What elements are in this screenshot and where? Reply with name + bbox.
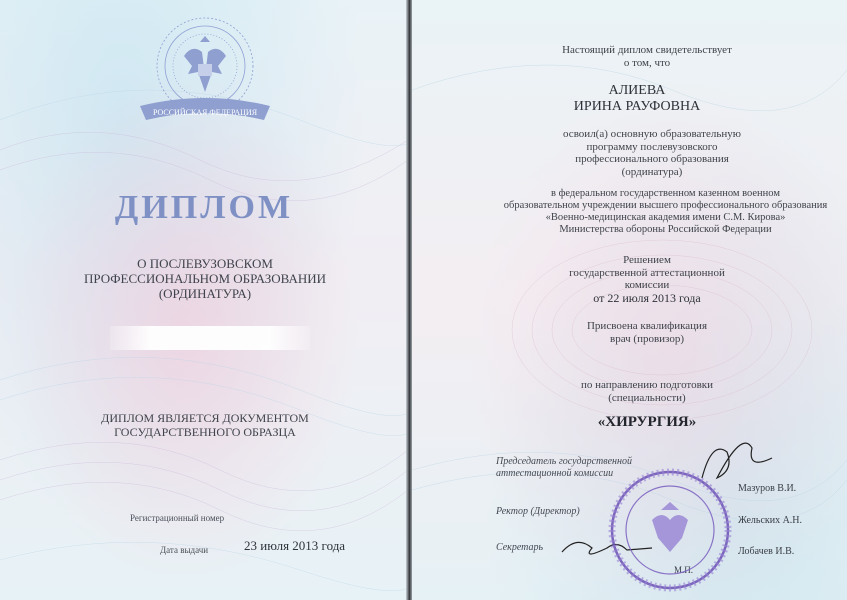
subtitle-line: О ПОСЛЕВУЗОВСКОМ xyxy=(137,256,273,271)
rector-name: Жельских А.Н. xyxy=(738,515,803,526)
state-note-line: ГОСУДАРСТВЕННОГО ОБРАЗЦА xyxy=(114,424,296,439)
diploma-title: ДИПЛОМ xyxy=(114,189,294,226)
emblem-ribbon-text: РОССИЙСКАЯ ФЕДЕРАЦИЯ xyxy=(152,108,258,117)
direction-line: по направлению подготовки xyxy=(580,379,714,391)
program-line: освоил(а) основную образовательную xyxy=(563,128,741,140)
russian-coat-of-arms-emblem xyxy=(132,14,278,134)
graduate-name xyxy=(522,83,752,115)
diploma-content-page xyxy=(412,0,847,600)
institution-line: «Военно-медицинская академия имени С.М. Кирова» xyxy=(545,212,786,224)
secretary-label: Секретарь xyxy=(496,542,544,553)
specialty-name: «ХИРУРГИЯ» xyxy=(597,414,697,430)
decision-text xyxy=(522,254,772,306)
chair-label-line: аттестационной комиссии xyxy=(496,468,614,479)
chair-signature xyxy=(702,443,772,478)
program-text xyxy=(522,128,782,179)
institution-text xyxy=(488,188,843,236)
state-note-line: ДИПЛОМ ЯВЛЯЕТСЯ ДОКУМЕНТОМ xyxy=(101,411,309,425)
program-line: профессионального образования xyxy=(575,153,729,166)
chair-label-line: Председатель государственной xyxy=(496,456,632,467)
decision-line: Решением xyxy=(623,254,671,266)
qualification-text xyxy=(522,320,772,345)
registration-number-label: Регистрационный номер xyxy=(130,513,225,523)
state-document-note xyxy=(60,412,350,440)
chair-name: Мазуров В.И. xyxy=(738,483,797,494)
diploma-cover-page xyxy=(0,0,408,600)
institution-line: Министерства обороны Российской Федерации xyxy=(559,224,772,236)
intro-line: о том, что xyxy=(623,56,671,69)
direction-text xyxy=(522,379,772,404)
qualification-line: врач (провизор) xyxy=(610,332,684,345)
chair-label xyxy=(496,456,632,480)
secretary-name: Лобачев И.В. xyxy=(738,546,795,557)
name-line: ИРИНА РАУФОВНА xyxy=(573,99,701,115)
intro-line: Настоящий диплом свидетельствует xyxy=(562,44,732,56)
institution-line: образовательном учреждении высшего профессионального образования xyxy=(503,200,828,212)
program-line: программу послевузовского xyxy=(586,140,718,153)
stamp-place-mark: М.П. xyxy=(674,565,694,575)
qualification-line: Присвоена квалификация xyxy=(586,320,708,332)
issue-date-value: 23 июля 2013 года xyxy=(244,538,346,553)
secretary-signature xyxy=(562,542,652,554)
rector-label: Ректор (Директор) xyxy=(496,506,580,517)
decision-line: комиссии xyxy=(624,279,670,292)
intro-text xyxy=(522,44,772,69)
diploma-subtitle xyxy=(60,257,350,302)
redacted-number-area xyxy=(110,326,310,350)
decision-date: от 22 июля 2013 года xyxy=(593,290,701,305)
name-line: АЛИЕВА xyxy=(608,83,666,98)
subtitle-line: ПРОФЕССИОНАЛЬНОМ ОБРАЗОВАНИИ xyxy=(83,270,327,286)
institution-line: в федеральном государственном казенном военном xyxy=(551,188,780,199)
program-line: (ординатура) xyxy=(621,165,683,178)
decision-line: государственной аттестационной xyxy=(569,266,725,279)
official-seal xyxy=(612,472,728,588)
direction-line: (специальности) xyxy=(608,391,686,404)
subtitle-line: (ОРДИНАТУРА) xyxy=(158,285,252,301)
issue-date-label: Дата выдачи xyxy=(160,545,209,555)
